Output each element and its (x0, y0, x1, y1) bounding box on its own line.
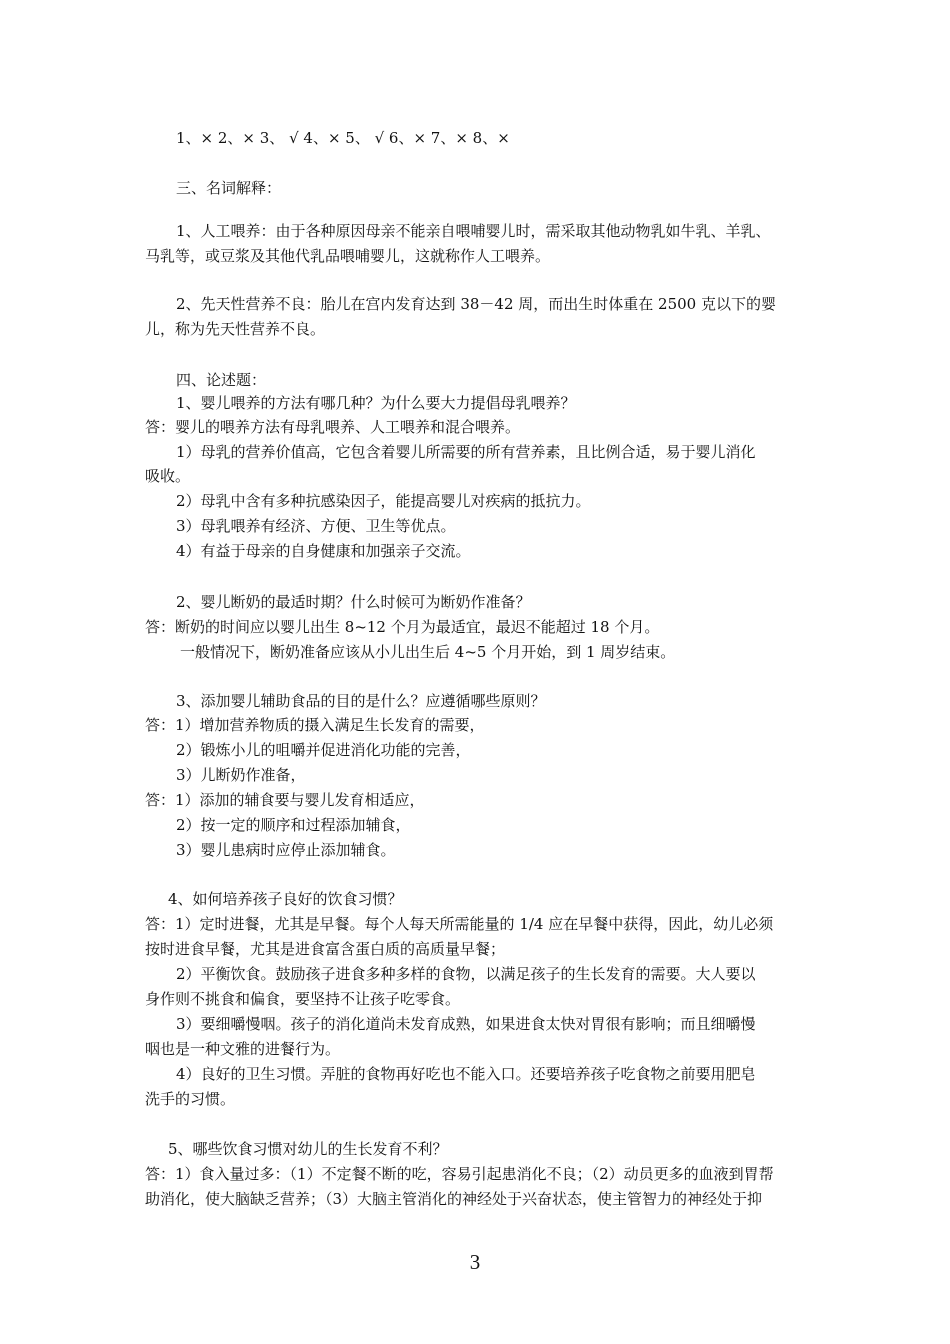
q4-question: 4、如何培养孩子良好的饮食习惯？ (168, 890, 403, 908)
section-heading-terms: 三、名词解释： (176, 179, 282, 197)
q1-point2: 2）母乳中含有多种抗感染因子，能提高婴儿对疾病的抵抗力。 (176, 492, 591, 510)
q4-point3-line2: 咽也是一种文雅的进餐行为。 (145, 1040, 341, 1058)
q4-point2-line1: 2）平衡饮食。鼓励孩子进食多种多样的食物，以满足孩子的生长发育的需要。大人要以 (176, 965, 756, 983)
q3-purpose1: 答：1）增加营养物质的摄入满足生长发育的需要， (145, 716, 485, 734)
q3-principle3: 3）婴儿患病时应停止添加辅食。 (176, 841, 396, 859)
q1-question: 1、婴儿喂养的方法有哪几种？为什么要大力提倡母乳喂养？ (176, 394, 576, 412)
q4-point1-line1: 答：1）定时进餐，尤其是早餐。每个人每天所需能量的 1/4 应在早餐中获得，因此，幼儿必须 (145, 915, 774, 933)
term2-line1: 2、先天性营养不良：胎儿在宫内发育达到 38－42 周，而出生时体重在 2500 克以下的婴 (176, 295, 776, 313)
term1-line1: 1、人工喂养：由于各种原因母亲不能亲自喂哺婴儿时，需采取其他动物乳如牛乳、羊乳、 (176, 222, 771, 240)
q3-question: 3、添加婴儿辅助食品的目的是什么？应遵循哪些原则？ (176, 692, 546, 710)
q4-point4-line1: 4）良好的卫生习惯。弄脏的食物再好吃也不能入口。还要培养孩子吃食物之前要用肥皂 (176, 1065, 756, 1083)
q4-point3-line1: 3）要细嚼慢咽。孩子的消化道尚未发育成熟，如果进食太快对胃很有影响；而且细嚼慢 (176, 1015, 756, 1033)
q5-line2: 助消化，使大脑缺乏营养；（3）大脑主管消化的神经处于兴奋状态，使主管智力的神经处于抑 (145, 1190, 763, 1208)
page-number: 3 (469, 1250, 481, 1274)
q1-answer: 答：婴儿的喂养方法有母乳喂养、人工喂养和混合喂养。 (145, 418, 521, 436)
q3-purpose3: 3）儿断奶作准备， (176, 766, 306, 784)
q1-point4: 4）有益于母亲的自身健康和加强亲子交流。 (176, 542, 471, 560)
answer-key-line: 1、× 2、× 3、 √ 4、× 5、 √ 6、× 7、× 8、× (176, 129, 510, 147)
q1-point1-line1: 1）母乳的营养价值高，它包含着婴儿所需要的所有营养素，且比例合适，易于婴儿消化 (176, 443, 756, 461)
q2-question: 2、婴儿断奶的最适时期？什么时候可为断奶作准备？ (176, 593, 531, 611)
term1-line2: 马乳等，或豆浆及其他代乳品喂哺婴儿，这就称作人工喂养。 (145, 247, 551, 265)
term2-line2: 儿，称为先天性营养不良。 (145, 320, 326, 338)
q2-answer1: 答：断奶的时间应以婴儿出生 8~12 个月为最适宜，最迟不能超过 18 个月。 (145, 618, 660, 636)
q4-point1-line2: 按时进食早餐，尤其是进食富含蛋白质的高质量早餐； (145, 940, 506, 958)
q3-purpose2: 2）锻炼小儿的咀嚼并促进消化功能的完善， (176, 741, 471, 759)
q5-question: 5、哪些饮食习惯对幼儿的生长发育不利？ (168, 1140, 448, 1158)
q3-principle1: 答：1）添加的辅食要与婴儿发育相适应， (145, 791, 425, 809)
q1-point1-line2: 吸收。 (145, 467, 191, 485)
q2-answer2: 一般情况下，断奶准备应该从小儿出生后 4~5 个月开始，到 1 周岁结束。 (180, 643, 676, 661)
q4-point2-line2: 身作则不挑食和偏食，要坚持不让孩子吃零食。 (145, 990, 461, 1008)
q3-principle2: 2）按一定的顺序和过程添加辅食， (176, 816, 411, 834)
q5-line1: 答：1）食入量过多：（1）不定餐不断的吃，容易引起患消化不良；（2）动员更多的血液到胃帮 (145, 1165, 774, 1183)
section-heading-essay: 四、论述题： (176, 371, 267, 389)
q4-point4-line2: 洗手的习惯。 (145, 1090, 236, 1108)
q1-point3: 3）母乳喂养有经济、方便、卫生等优点。 (176, 517, 456, 535)
